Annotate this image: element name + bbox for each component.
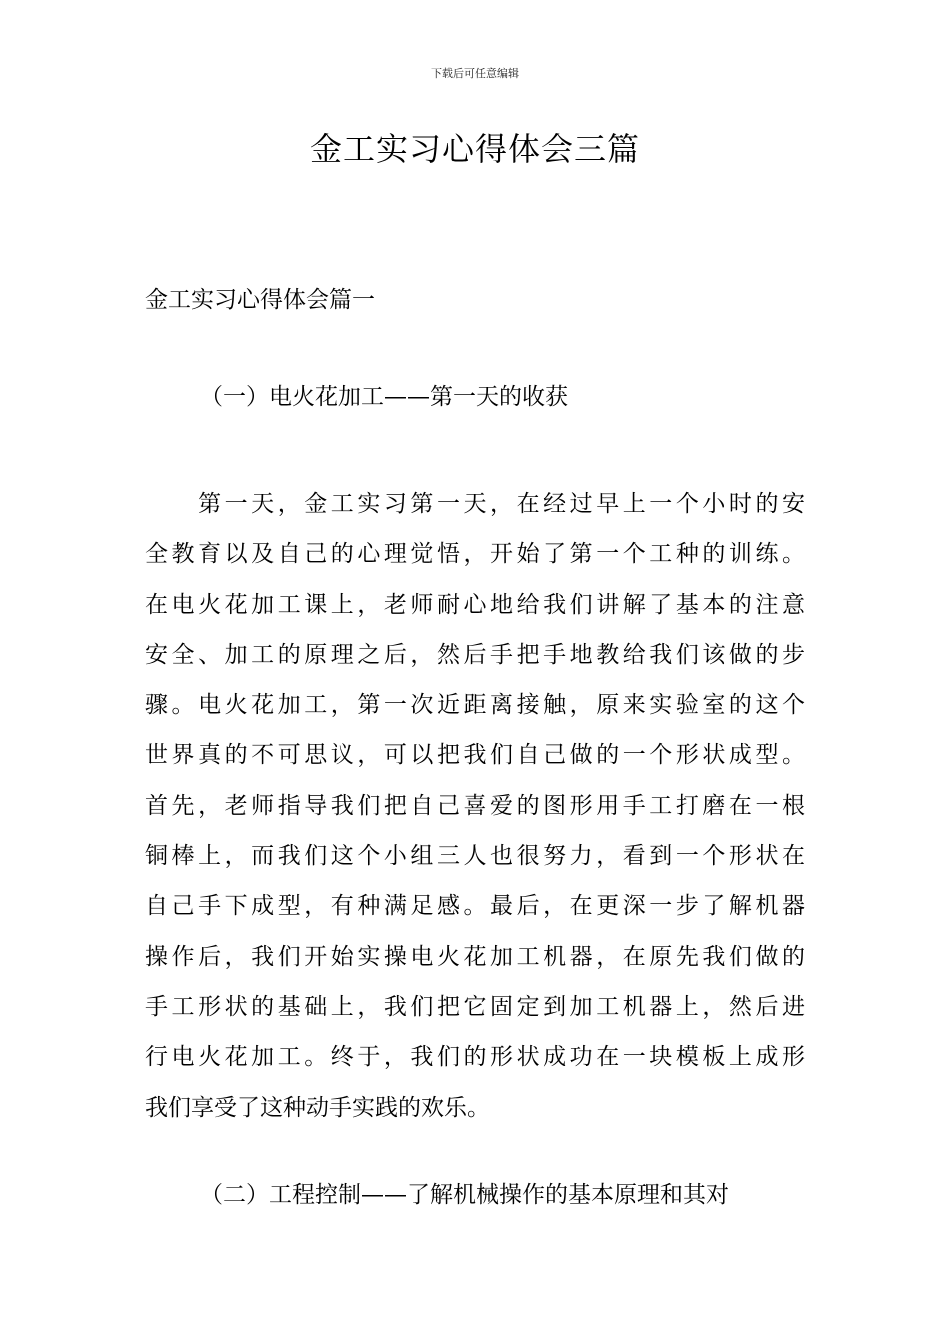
paragraph-line: 自己手下成型，有种满足感。最后，在更深一步了解机器 (145, 893, 805, 920)
document-title: 金工实习心得体会三篇 (309, 130, 640, 168)
paragraph-first-day (145, 479, 805, 1133)
subheading-edm: （一）电火花加工——第一天的收获 (200, 384, 568, 410)
paragraph-line: 手工形状的基础上，我们把它固定到加工机器上，然后进 (145, 993, 805, 1020)
paragraph-line: 全教育以及自己的心理觉悟，开始了第一个工种的训练。 (145, 541, 805, 568)
paragraph-line: 操作后，我们开始实操电火花加工机器，在原先我们做的 (145, 943, 805, 970)
paragraph-line: 第一天，金工实习第一天，在经过早上一个小时的安 (145, 491, 805, 517)
section-title: 金工实习心得体会篇一 (145, 287, 375, 313)
header-note: 下载后可任意编辑 (431, 67, 519, 80)
paragraph-line: 在电火花加工课上，老师耐心地给我们讲解了基本的注意 (145, 591, 805, 618)
paragraph-line: 世界真的不可思议，可以把我们自己做的一个形状成型。 (145, 742, 805, 769)
paragraph-line: 铜棒上，而我们这个小组三人也很努力，看到一个形状在 (145, 843, 805, 870)
paragraph-line: 安全、加工的原理之后，然后手把手地教给我们该做的步 (145, 641, 805, 668)
paragraph-line: 首先，老师指导我们把自己喜爱的图形用手工打磨在一根 (145, 792, 805, 819)
paragraph-line: 行电火花加工。终于，我们的形状成功在一块模板上成形 (145, 1044, 805, 1071)
paragraph-line: 我们享受了这种动手实践的欢乐。 (145, 1094, 490, 1121)
paragraph-line: 骤。电火花加工，第一次近距离接触，原来实验室的这个 (145, 692, 805, 719)
subheading-engineering-control: （二）工程控制——了解机械操作的基本原理和其对 (200, 1182, 729, 1208)
